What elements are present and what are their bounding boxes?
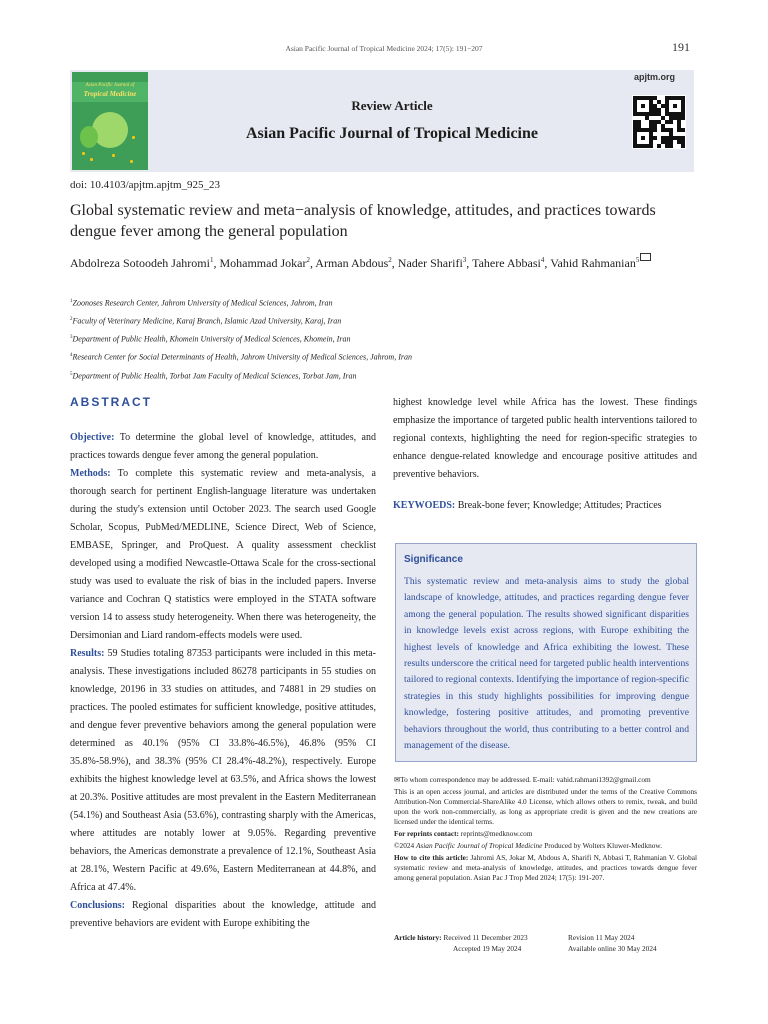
- abstract-objective: Objective: To determine the global level of knowledge, attitudes, and practices towards dengue fever among the general population.: [70, 432, 376, 461]
- author-list: Abdolreza Sotoodeh Jahromi$^1$, Mohammad Jokar$^2$, Arman Abdous$^2$, Nader Sharifi$^3$, Tahere Abbasi$^4$, Vahid Rahmanian$^5$: [70, 252, 698, 271]
- copyright-note: ©2024 Asian Pacific Journal of Tropical Medicine Produced by Wolters Kluwer-Medknow.: [394, 841, 663, 850]
- affiliation-item: $^4$Research Center for Social Determinants of Health, Jahrom University of Medical Sciences, Jahrom, Iran: [70, 353, 412, 363]
- author-name: Vahid Rahmanian: [550, 256, 636, 270]
- journal-cover-image[interactable]: [72, 72, 148, 170]
- abstract-conclusions: Conclusions: Regional disparities about the knowledge, attitude and preventive behaviors are evident with Europe exhibiting the: [70, 900, 376, 929]
- affiliation-item: $^3$Department of Public Health, Khomein University of Medical Sciences, Khomein, Iran: [70, 334, 351, 344]
- cover-title: Tropical Medicine: [83, 90, 137, 98]
- author-affiliation-number: 5: [635, 256, 640, 264]
- article-type: Review Article: [351, 98, 433, 113]
- journal-header-band: [70, 70, 694, 172]
- article-notes: [394, 775, 697, 885]
- abstract-results: Results: 59 Studies totaling 87353 participants were included in this meta-analysis. These investigations included 86278 participants in 55 studies on knowledge, 20196 in 33 studies on attitudes, and 74881 in 29 studies on practices. The pooled estimates for sufficient knowledge, positive attitudes, and dengue fever preventive behaviors among the general population were determined as 40.1% (95% CI 33.8%-46.5%), 46.8% (95% CI 35.8%-58.9%), and 38.3% (95% CI 28.4%-48.2%), respectively. Europe exhibits the highest knowledge level at 63.5%, and Africa shows the lowest at 20.3%. Positive attitudes are most prevalent in the Eastern Mediterranean (54.1%) and Southeast Asia (53.6%), contrasting sharply with the Americas, where attitudes are notably lower at 9.05%. Regarding preventive behaviors, the Americas demonstrate a prevalence of 12.1%, Southeast Asia at 28.1%, Western Pacific at 49.6%, Eastern Mediterranean at 44.8%, and Africa at 47.4%.: [70, 648, 376, 893]
- author-name: Abdolreza Sotoodeh Jahromi: [70, 256, 210, 270]
- author-affiliation-number: 3: [462, 256, 467, 264]
- author-affiliation-number: 1: [209, 256, 214, 264]
- journal-name: Asian Pacific Journal of Tropical Medicine: [246, 125, 538, 142]
- abstract-methods: Methods: To complete this systematic review and meta-analysis, a thorough search for pertinent English-language literature was undertaken during the study's extension until October 2023. The search used Google Scholar, Scopus, PubMed/MEDLINE, Science Direct, Web of Science, EMBASE, Springer, and ProQuest. A quality assessment checklist developed using a modified Newcastle-Ottawa Scale for the cross-sectional study was used to evaluate the risk of bias in the included papers. Inverse variance and Cochran Q statistics were employed in the STATA software version 14 to assess study heterogeneity. When there was heterogeneity, the Dersimonian and Liard random-effects models were used.: [70, 468, 376, 641]
- significance-text: This systematic review and meta-analysis aims to study the global landscape of knowledge, attitudes, and practices regarding dengue fever among the general population. The results showed significant disparities in knowledge levels exist across regions, with Europe exhibiting the highest levels of knowledge and Africa exhibiting the lowest. These results underscore the critical need for targeted public health interventions tailored to regional contexts. Identifying the importance of region-specific strategies in this study highlights possibilities for improving dengue knowledge, fostering positive attitudes, and promoting preventive behaviors throughout the world, thus contributing to a better control and management of the disease.: [404, 576, 689, 752]
- article-title: Global systematic review and meta−analysis of knowledge, attitudes, and practices towards dengue fever among the general population: [70, 202, 656, 240]
- journal-website-link[interactable]: apjtm.org: [634, 72, 676, 82]
- author-name: Arman Abdous: [315, 256, 389, 270]
- running-head: Asian Pacific Journal of Tropical Medicine 2024; 17(5): 191−207: [285, 44, 483, 53]
- qr-code-icon[interactable]: [632, 95, 686, 149]
- affiliation-item: $^1$Zoonoses Research Center, Jahrom University of Medical Sciences, Jahrom, Iran: [70, 298, 333, 308]
- affiliation-item: $^5$Department of Public Health, Torbat Jam Faculty of Medical Sciences, Torbat Jam, Iran: [70, 371, 357, 381]
- article-history: Article history: Received 11 December 2023 Revision 11 May 2024 Accepted 19 May 2024 Available online 30 May 2024: [394, 933, 657, 953]
- reprints-note: For reprints contact: reprints@medknow.com: [394, 829, 533, 838]
- author-affiliation-number: 2: [388, 256, 392, 264]
- author-name: Nader Sharifi: [397, 256, 463, 270]
- author-affiliation-number: 2: [306, 256, 310, 264]
- abstract-left-column: [70, 429, 376, 933]
- abstract-conclusions-continued: highest knowledge level while Africa has the lowest. These findings emphasize the importance of targeted public health interventions tailored to regional contexts, highlighting the need for region-specific strategies to enhance dengue-related knowledge and encourage positive attitudes and preventive behaviors.: [393, 397, 697, 480]
- doi[interactable]: doi: 10.4103/apjtm.apjtm_925_23: [70, 179, 221, 191]
- citation-note: How to cite this article: Jahromi AS, Jokar M, Abdous A, Sharifi N, Abbasi T, Rahmanian V. Global systematic review and meta-analysis of knowledge, attitudes, and practices towards dengue fever among general population. Asian Pac J Trop Med 2024; 17(5): 191-207.: [394, 853, 697, 882]
- significance-title: Significance: [404, 554, 463, 565]
- affiliation-list: [70, 294, 698, 385]
- correspondence-note: ✉To whom correspondence may be addressed. E-mail: vahid.rahmani1392@gmail.com: [394, 775, 651, 784]
- page-number: 191: [672, 40, 690, 54]
- author-affiliation-number: 4: [540, 256, 545, 264]
- mail-icon: ✉: [394, 775, 401, 784]
- license-note: This is an open access journal, and articles are distributed under the terms of the Creative Commons Attribution-Non Commercial-ShareAlike 4.0 License, which allows others to remix, tweak, and build upon the work non-commercially, as long as appropriate credit is given and the new creations are licensed under the identical terms.: [394, 787, 697, 826]
- author-name: Mohammad Jokar: [219, 256, 307, 270]
- corresponding-author-mail-icon[interactable]: [640, 253, 651, 261]
- affiliation-item: $^2$Faculty of Veterinary Medicine, Karaj Branch, Islamic Azad University, Karaj, Iran: [70, 316, 342, 326]
- significance-box: [395, 543, 697, 762]
- author-name: Tahere Abbasi: [472, 256, 541, 270]
- abstract-heading: ABSTRACT: [70, 395, 152, 409]
- cover-subtitle: Asian Pacific Journal of: [85, 83, 135, 88]
- keywords: KEYWOEDS: Break-bone fever; Knowledge; Attitudes; Practices: [393, 500, 662, 511]
